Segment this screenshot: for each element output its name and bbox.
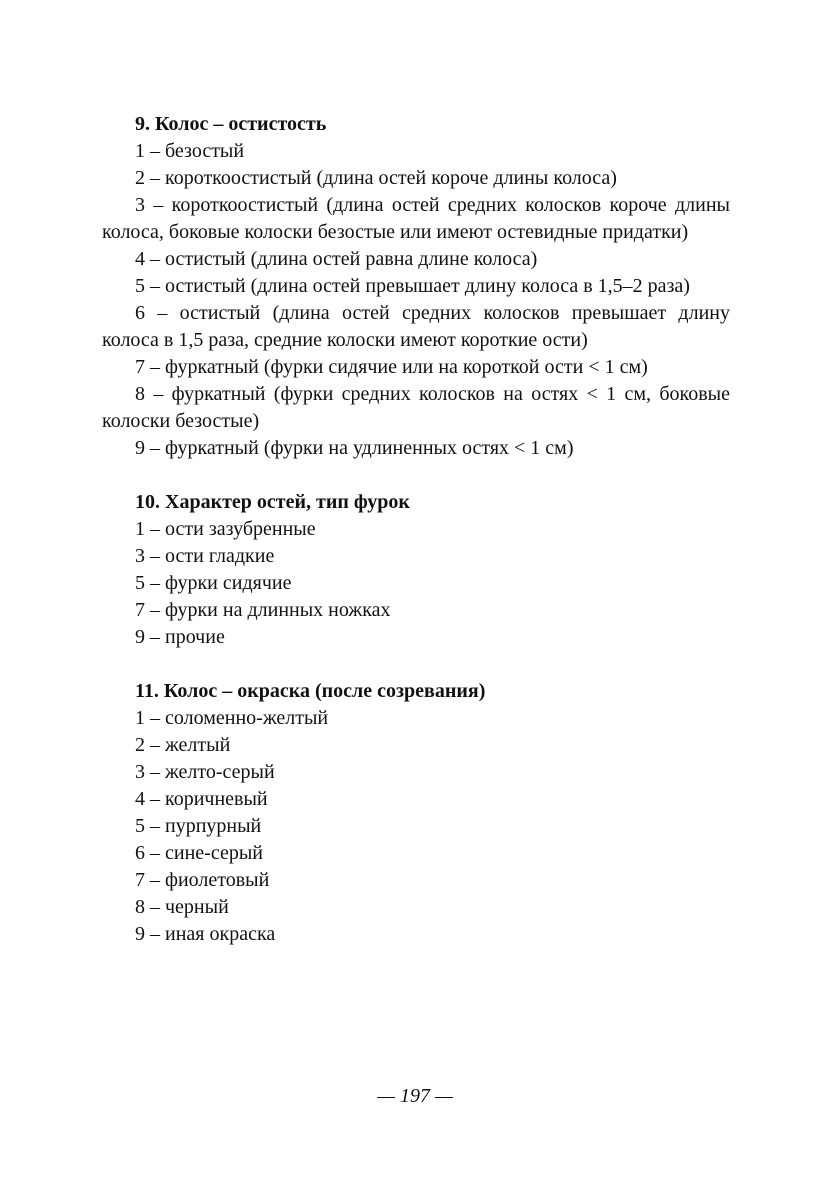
list-item: 9 – прочие — [135, 626, 225, 648]
section-title: 11. Колос – окраска (после созревания) — [135, 680, 486, 702]
list-item: 1 – соломенно-желтый — [135, 707, 329, 729]
list-item: 8 – черный — [135, 896, 229, 918]
list-item: 5 – пурпурный — [135, 815, 262, 837]
list-item: 3 – желто-серый — [135, 761, 275, 783]
list-item: 2 – короткоостистый (длина остей короче длины колоса) — [135, 167, 617, 189]
page-number: — 197 — — [377, 1085, 453, 1107]
list-item: 9 – иная окраска — [135, 923, 276, 945]
list-item: 1 – ости зазубренные — [135, 518, 316, 540]
list-item: 6 – сине-серый — [135, 842, 263, 864]
section-spike-color — [102, 678, 730, 948]
list-item: 7 – фуркатный (фурки сидячие или на короткой ости < 1 см) — [135, 356, 648, 378]
list-item: 6 – остистый (длина остей средних колосков превышает длину колоса в 1,5 раза, средние колоски имеют короткие ости) — [102, 302, 730, 351]
list-item: 5 – остистый (длина остей превышает длину колоса в 1,5–2 раза) — [135, 275, 690, 297]
list-item: 4 – коричневый — [135, 788, 268, 810]
section-awn-character — [102, 489, 730, 651]
list-item: 4 – остистый (длина остей равна длине колоса) — [135, 248, 538, 270]
list-item: 1 – безостый — [135, 140, 245, 162]
list-item: 2 – желтый — [135, 734, 231, 756]
list-item: 7 – фиолетовый — [135, 869, 270, 891]
list-item: 7 – фурки на длинных ножках — [135, 599, 391, 621]
page-body — [102, 111, 730, 975]
list-item: 5 – фурки сидячие — [135, 572, 292, 594]
list-item: 9 – фуркатный (фурки на удлиненных остях < 1 см) — [135, 437, 574, 459]
section-awnedness — [102, 111, 730, 462]
list-item: 3 – ости гладкие — [135, 545, 275, 567]
section-title: 10. Характер остей, тип фурок — [135, 491, 410, 513]
list-item: 8 – фуркатный (фурки средних колосков на остях < 1 см, боковые колоски безостые) — [102, 383, 730, 432]
list-item: 3 – короткоостистый (длина остей средних колосков короче длины колоса, боковые колоски безостые или имеют остевидные придатки) — [102, 194, 730, 243]
section-title: 9. Колос – остистость — [135, 113, 327, 135]
